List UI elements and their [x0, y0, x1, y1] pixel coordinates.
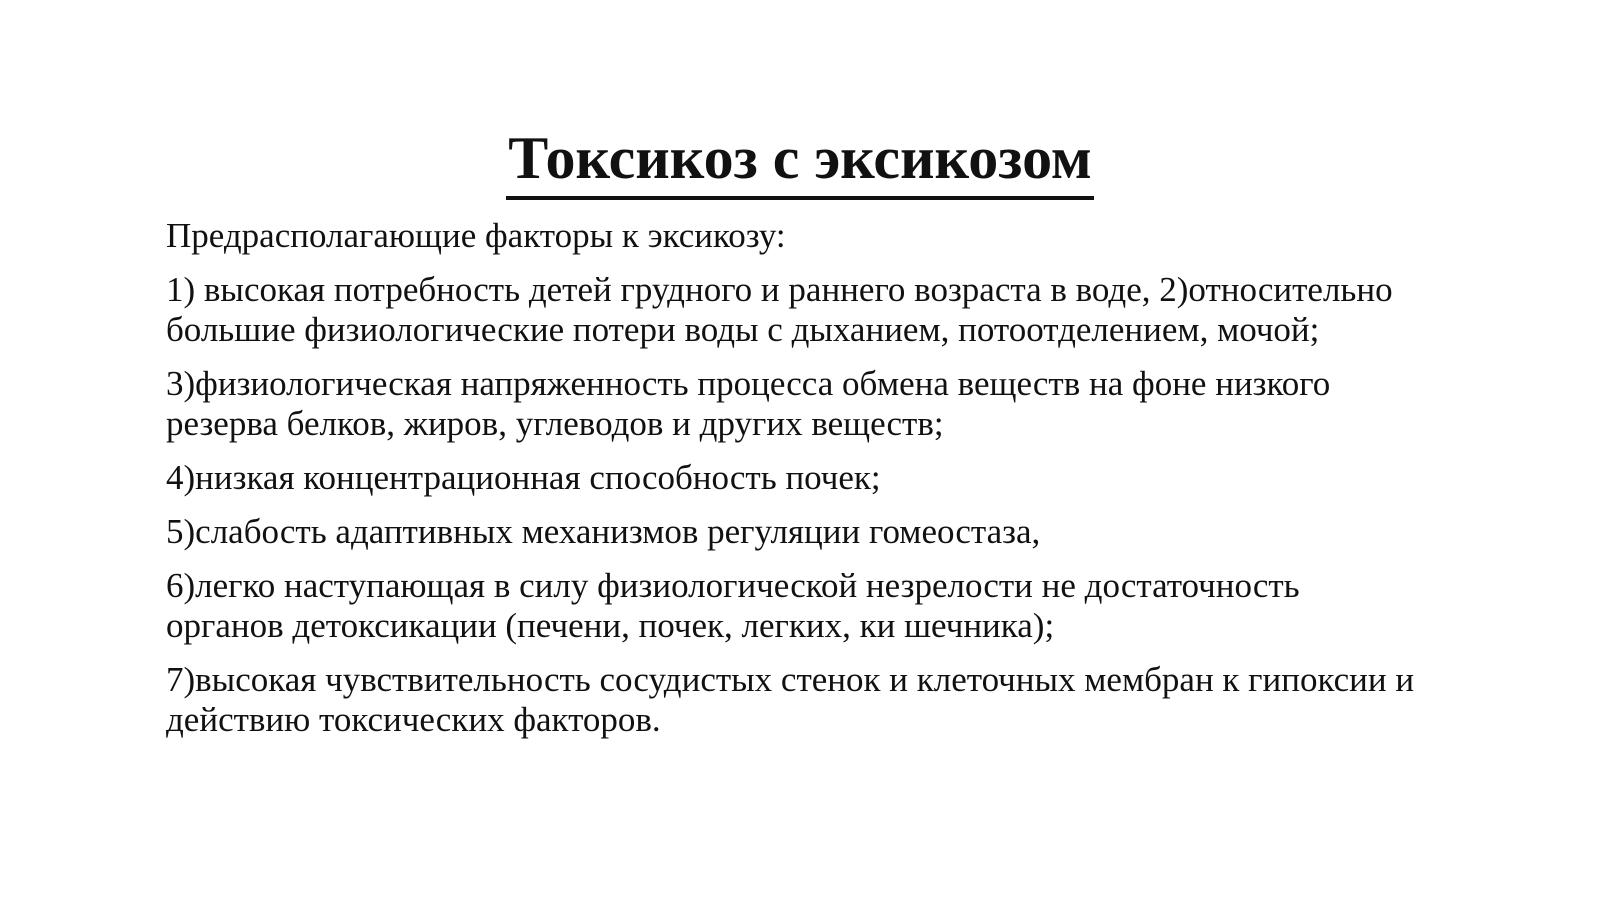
- factor-5: 5)слабость адаптивных механизмов регуляции гомеостаза,: [166, 512, 1041, 551]
- factor-4: 4)низкая концентрационная способность почек;: [166, 458, 881, 497]
- factor-3: 3)физиологическая напряженность процесса обмена веществ на фоне низкого резерва белков, жиров, углеводов и других веществ;: [166, 364, 1331, 443]
- factor-1-2: 1) высокая потребность детей грудного и раннего возраста в воде, 2)относительно большие физиологические потери воды с дыханием, потоотделением, мочой;: [166, 270, 1393, 349]
- slide-title: [0, 118, 1600, 200]
- factor-7: 7)высокая чувствительность сосудистых стенок и клеточных мембран к гипоксии и действию токсических факторов.: [166, 660, 1415, 739]
- factor-6: 6)легко наступающая в силу физиологической незрелости не достаточность органов детоксикации (печени, почек, легких, ки шечника);: [166, 566, 1300, 645]
- intro-text: Предрасполагающие факторы к эксикозу:: [166, 216, 786, 255]
- slide-body: [166, 216, 1426, 754]
- slide-title-text: Токсикоз с эксикозом: [506, 120, 1094, 200]
